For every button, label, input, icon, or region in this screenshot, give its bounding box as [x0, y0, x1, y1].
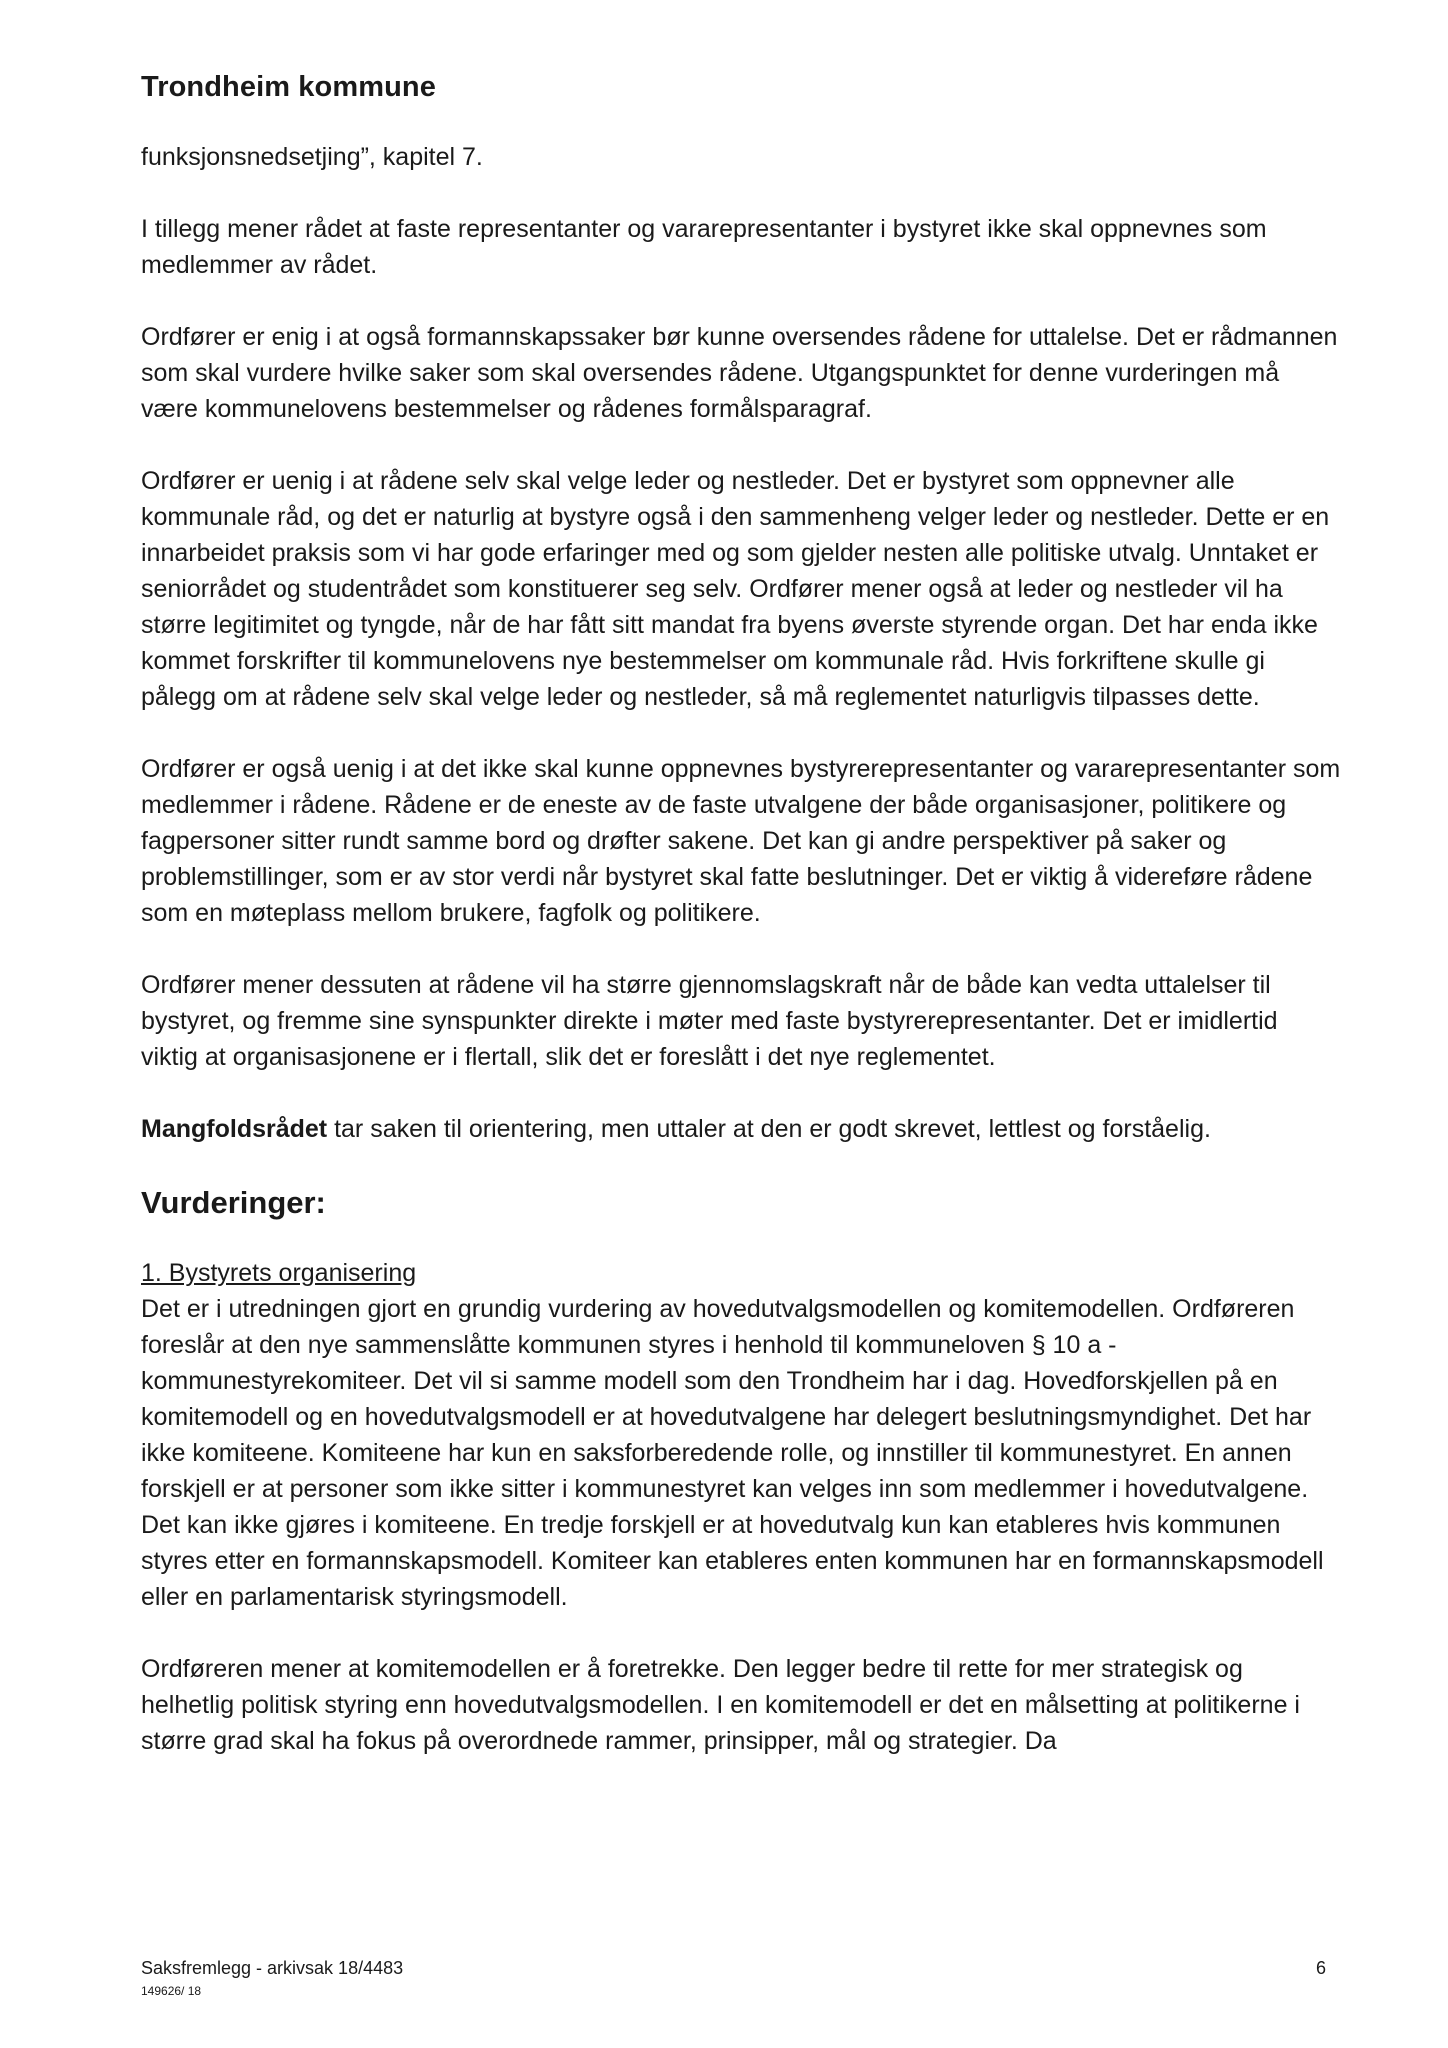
- paragraph-9: Ordføreren mener at komitemodellen er å foretrekke. Den legger bedre til rette for mer strategisk og helhetlig politisk styring enn hovedutvalgsmodellen. I en komitemodell er det en målsetting at politikerne i større grad skal ha fokus på overordnede rammer, prinsipper, mål og strategier. Da: [141, 1655, 1300, 1755]
- paragraph-7-text: tar saken til orientering, men uttaler at den er godt skrevet, lettlest og forståelig.: [327, 1115, 1211, 1143]
- paragraph-1: funksjonsnedsetjing”, kapitel 7.: [141, 143, 483, 171]
- footer-document-id: 149626/ 18: [141, 1984, 202, 1998]
- document-body: [141, 139, 1341, 1795]
- paragraph-7: [141, 1111, 1341, 1147]
- paragraph-8: Det er i utredningen gjort en grundig vurdering av hovedutvalgsmodellen og komitemodellen. Ordføreren foreslår at den nye sammenslåtte kommunen styres i henhold til kommuneloven § 10 a - kommunestyrekomiteer. Det vil si samme modell som den Trondheim har i dag. Hovedforskjellen på en komitemodell og en hovedutvalgsmodell er at hovedutvalgene har delegert beslutningsmyndighet. Det har ikke komiteene. Komiteene har kun en saksforberedende rolle, og innstiller til kommunestyret. En annen forskjell er at personer som ikke sitter i kommunestyret kan velges inn som medlemmer i hovedutvalgene. Det kan ikke gjøres i komiteene. En tredje forskjell er at hovedutvalg kun kan etableres hvis kommunen styres etter en formannskapsmodell. Komiteer kan etableres enten kommunen har en formannskapsmodell eller en parlamentarisk styringsmodell.: [141, 1295, 1324, 1611]
- paragraph-2: I tillegg mener rådet at faste representanter og vararepresentanter i bystyret ikke skal oppnevnes som medlemmer av rådet.: [141, 215, 1267, 279]
- council-name: Mangfoldsrådet: [141, 1115, 328, 1143]
- section-heading: Vurderinger:: [141, 1185, 326, 1220]
- subsection-title: 1. Bystyrets organisering: [141, 1259, 417, 1287]
- paragraph-5: Ordfører er også uenig i at det ikke skal kunne oppnevnes bystyrerepresentanter og vararepresentanter som medlemmer i rådene. Rådene er de eneste av de faste utvalgene der både organisasjoner, politikere og fagpersoner sitter rundt samme bord og drøfter sakene. Det kan gi andre perspektiver på saker og problemstillinger, som er av stor verdi når bystyret skal fatte beslutninger. Det er viktig å videreføre rådene som en møteplass mellom brukere, fagfolk og politikere.: [141, 755, 1341, 927]
- footer-case-reference: Saksfremlegg - arkivsak 18/4483: [141, 1958, 404, 1978]
- page-number: 6: [1315, 1958, 1326, 1978]
- paragraph-6: Ordfører mener dessuten at rådene vil ha større gjennomslagskraft når de både kan vedta uttalelser til bystyret, og fremme sine synspunkter direkte i møter med faste bystyrerepresentanter. Det er imidlertid viktig at organisasjonene er i flertall, slik det er foreslått i det nye reglementet.: [141, 971, 1278, 1071]
- page-header-title: Trondheim kommune: [141, 71, 436, 103]
- paragraph-3: Ordfører er enig i at også formannskapssaker bør kunne oversendes rådene for uttalelse. Det er rådmannen som skal vurdere hvilke saker som skal oversendes rådene. Utgangspunktet for denne vurderingen må være kommunelovens bestemmelser og rådenes formålsparagraf.: [141, 323, 1338, 423]
- subsection-title-line: [141, 1255, 1341, 1291]
- paragraph-4: Ordfører er uenig i at rådene selv skal velge leder og nestleder. Det er bystyret som oppnevner alle kommunale råd, og det er naturlig at bystyre også i den sammenheng velger leder og nestleder. Dette er en innarbeidet praksis som vi har gode erfaringer med og som gjelder nesten alle politiske utvalg. Unntaket er seniorrådet og studentrådet som konstituerer seg selv. Ordfører mener også at leder og nestleder vil ha større legitimitet og tyngde, når de har fått sitt mandat fra byens øverste styrende organ. Det har enda ikke kommet forskrifter til kommunelovens nye bestemmelser om kommunale råd. Hvis forkriftene skulle gi pålegg om at rådene selv skal velge leder og nestleder, så må reglementet naturligvis tilpasses dette.: [141, 467, 1330, 711]
